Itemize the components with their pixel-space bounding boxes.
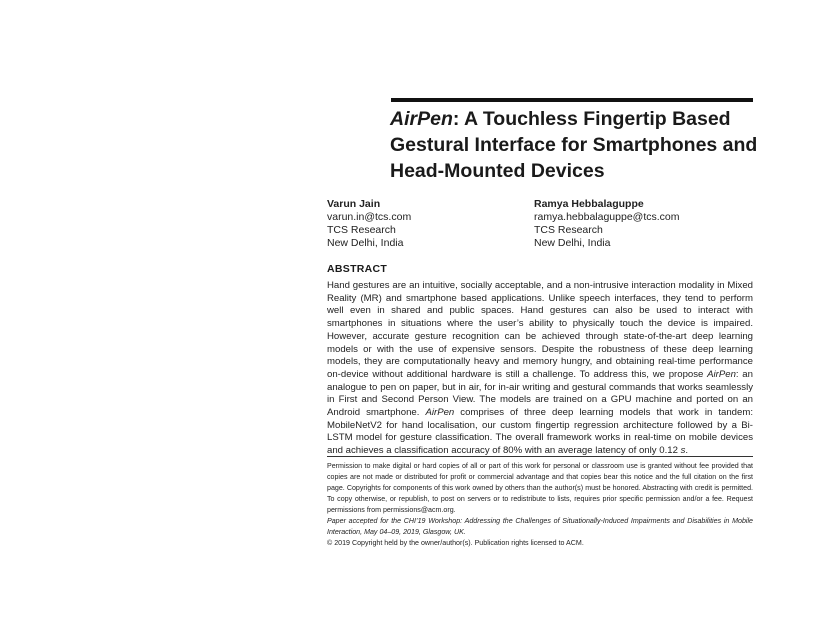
author-name: Varun Jain: [327, 198, 381, 210]
footnote-separator: [327, 456, 753, 457]
title-rule: [391, 98, 753, 102]
abstract-text: [327, 280, 753, 458]
title-rest: : A Touchless Fingertip Based Gestural Interface for Smartphones and Head-Mounted Devices: [390, 108, 758, 182]
author-location: New Delhi, India: [534, 237, 611, 249]
abstract-part: .: [685, 445, 689, 457]
title-italic: AirPen: [390, 108, 453, 130]
abstract-airpen: AirPen: [425, 407, 455, 419]
author-affiliation: TCS Research: [534, 224, 603, 236]
abstract-part: Hand gestures are an intuitive, socially acceptable, and a non-intrusive interaction modality in Mixed Reality (MR) and smartphone based applications. Unlike speech interfaces, they tend to perform well even in shared and public spaces. Hand gestures can also be used to interact with smartphones in situations where the user’s ability to physically touch the device is impaired. However, accurate gesture recognition can be achieved through state-of-the-art deep learning models or with the use of expensive sensors. Despite the robustness of these deep learning models, they are computationally heavy and memory hungry, and obtaining real-time performance on-device without additional hardware is still a challenge. To address this, we propose: [327, 280, 753, 380]
abstract-unit: s: [680, 445, 686, 457]
author-name: Ramya Hebbalaguppe: [534, 198, 644, 210]
permission-notice: Permission to make digital or hard copies of all or part of this work for personal or classroom use is granted without fee provided that copies are not made or distributed for profit or commercial advantage and that copies bear this notice and the full citation on the first page. Copyrights for components of this work owned by others than the author(s) must be honored. Abstracting with credit is permitted. To copy otherwise, or republish, to post on servers or to redistribute to lists, requires prior specific permission and/or a fee. Request permissions from permissions@acm.org.: [327, 462, 753, 514]
author-block-2: [534, 198, 754, 250]
author-email[interactable]: varun.in@tcs.com: [327, 211, 412, 223]
abstract-part: : an analogue to pen on paper, but in air, for in-air writing and gestural commands that works seamlessly in First and Second Person View. The models are trained on a GPU machine and ported on an Android smartphone.: [327, 368, 753, 419]
permission-block: [327, 461, 753, 549]
author-email[interactable]: ramya.hebbalaguppe@tcs.com: [534, 211, 680, 223]
author-block-1: [327, 198, 527, 250]
abstract-part: comprises of three deep learning models that work in tandem: MobileNetV2 for hand localisation, our custom fingertip regression architecture followed by a Bi-LSTM model for gesture classification. The overall framework works in real-time on mobile devices and achieves a classification accuracy of 80% with an average latency of only 0.12: [327, 407, 753, 457]
abstract-airpen: AirPen: [707, 368, 736, 380]
author-location: New Delhi, India: [327, 237, 404, 249]
paper-title: [390, 106, 770, 184]
copyright-line: © 2019 Copyright held by the owner/author(s). Publication rights licensed to ACM.: [327, 539, 584, 547]
abstract-heading: ABSTRACT: [327, 263, 388, 275]
author-affiliation: TCS Research: [327, 224, 396, 236]
venue-note: Paper accepted for the CHI’19 Workshop: Addressing the Challenges of Situationally-Induced Impairments and Disabilities in Mobile Interaction, May 04–09, 2019, Glasgow, UK.: [327, 517, 753, 536]
